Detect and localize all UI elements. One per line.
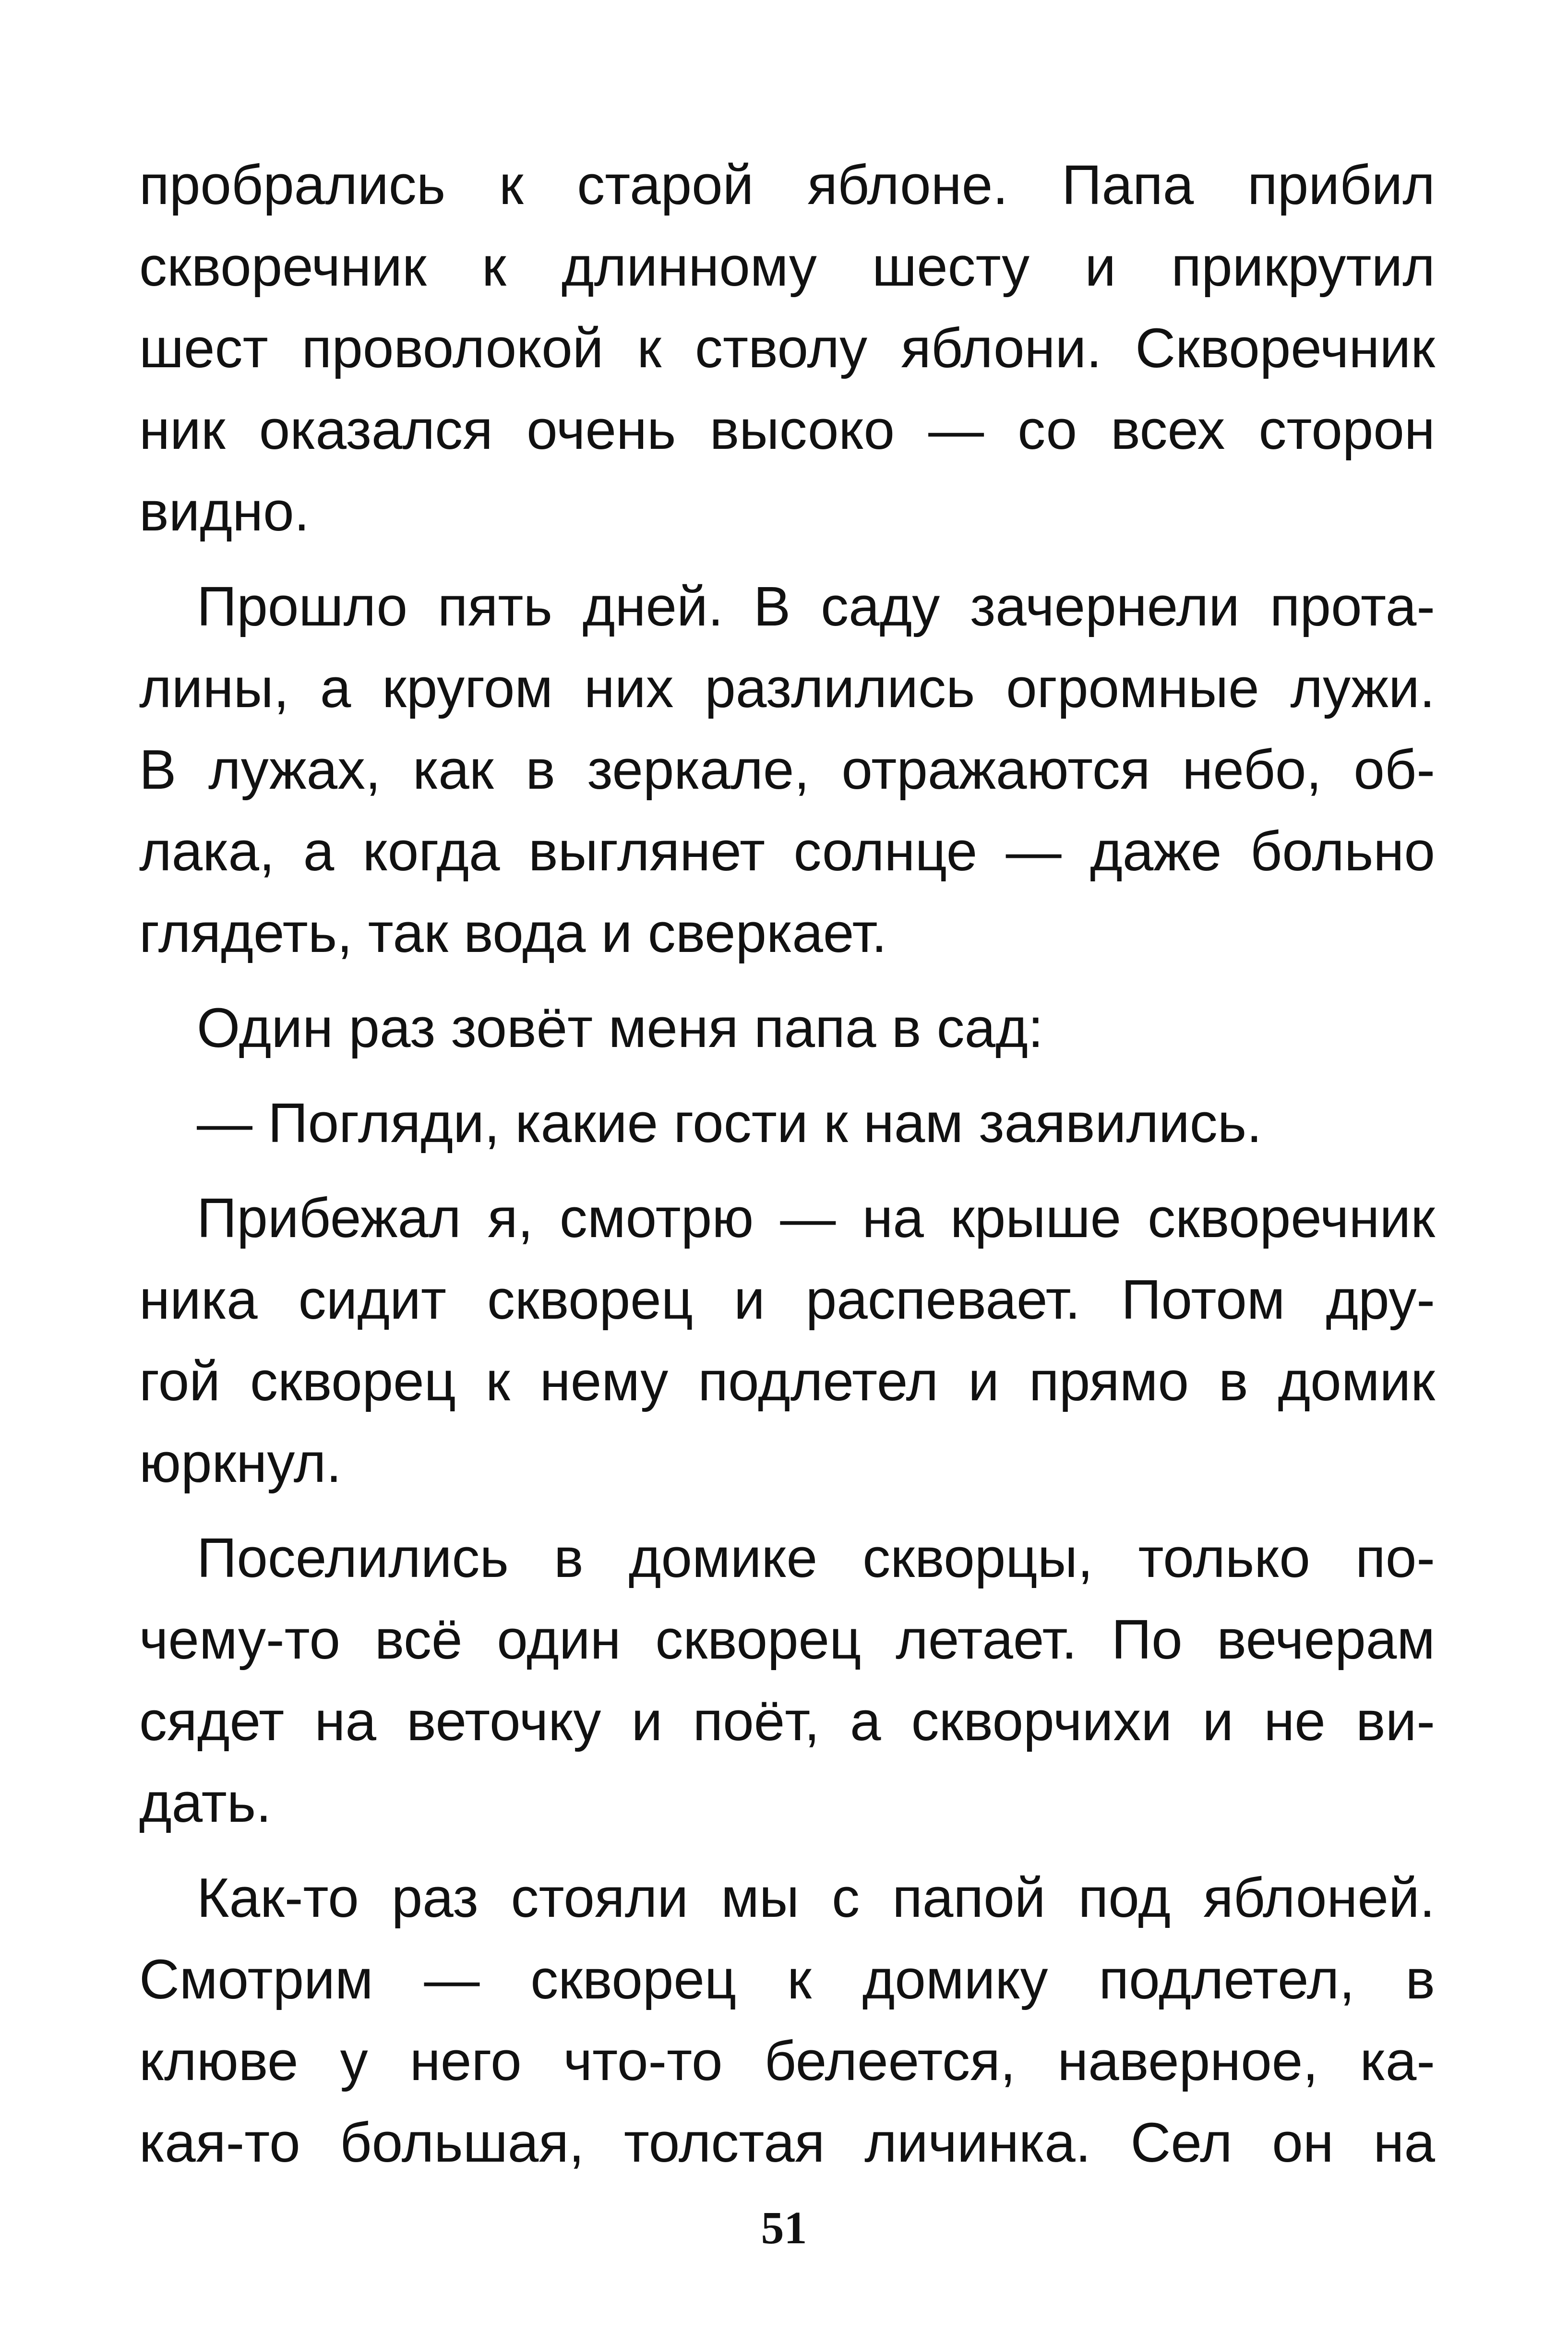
text-line: шест проволокой к стволу яблони. Скворечник — [139, 317, 1435, 379]
text-line: Поселились в домике скворцы, только по- — [197, 1527, 1435, 1589]
text-line: Прибежал я, смотрю — на крыше скворечник — [197, 1187, 1435, 1249]
text-line: сядет на веточку и поёт, а скворчихи и не ви- — [139, 1690, 1435, 1752]
text-line: гой скворец к нему подлетел и прямо в домик — [139, 1350, 1435, 1412]
text-line: лака, а когда выглянет солнце — даже больно — [139, 820, 1435, 882]
text-line: глядеть, так вода и сверкает. — [139, 902, 887, 964]
text-line: Как-то раз стояли мы с папой под яблоней. — [197, 1866, 1435, 1929]
text-line: Один раз зовёт меня папа в сад: — [197, 997, 1044, 1059]
paragraph-gap — [139, 1504, 1435, 1517]
text-line: В лужах, как в зеркале, отражаются небо, об- — [139, 738, 1435, 801]
text-line: ник оказался очень высоко — со всех сторон — [139, 398, 1435, 461]
text-line: юркнул. — [139, 1432, 342, 1494]
text-line: Смотрим — скворец к домику подлетел, в — [139, 1948, 1435, 2010]
text-line: кая-то большая, толстая личинка. Сел он на — [139, 2111, 1435, 2174]
text-line: Прошло пять дней. В саду зачернели прота- — [197, 575, 1435, 638]
body-text — [139, 144, 1435, 2183]
paragraph-gap — [139, 1069, 1435, 1082]
text-line: ника сидит скворец и распевает. Потом дру- — [139, 1268, 1435, 1331]
text-line: клюве у него что-то белеется, наверное, ка- — [139, 2030, 1435, 2092]
paragraph-gap — [139, 552, 1435, 565]
text-line: видно. — [139, 480, 310, 542]
text-line: чему-то всё один скворец летает. По вечерам — [139, 1608, 1435, 1671]
paragraph-gap — [139, 1164, 1435, 1177]
paragraph-gap — [139, 974, 1435, 987]
text-line: — Погляди, какие гости к нам заявились. — [197, 1092, 1262, 1154]
text-line: дать. — [139, 1771, 272, 1834]
text-line: скворечник к длинному шесту и прикрутил — [139, 235, 1435, 298]
paragraph-gap — [139, 1843, 1435, 1857]
text-line: лины, а кругом них разлились огромные лужи. — [139, 657, 1435, 719]
page-number: 51 — [761, 2202, 807, 2253]
text-line: пробрались к старой яблоне. Папа прибил — [139, 154, 1435, 216]
